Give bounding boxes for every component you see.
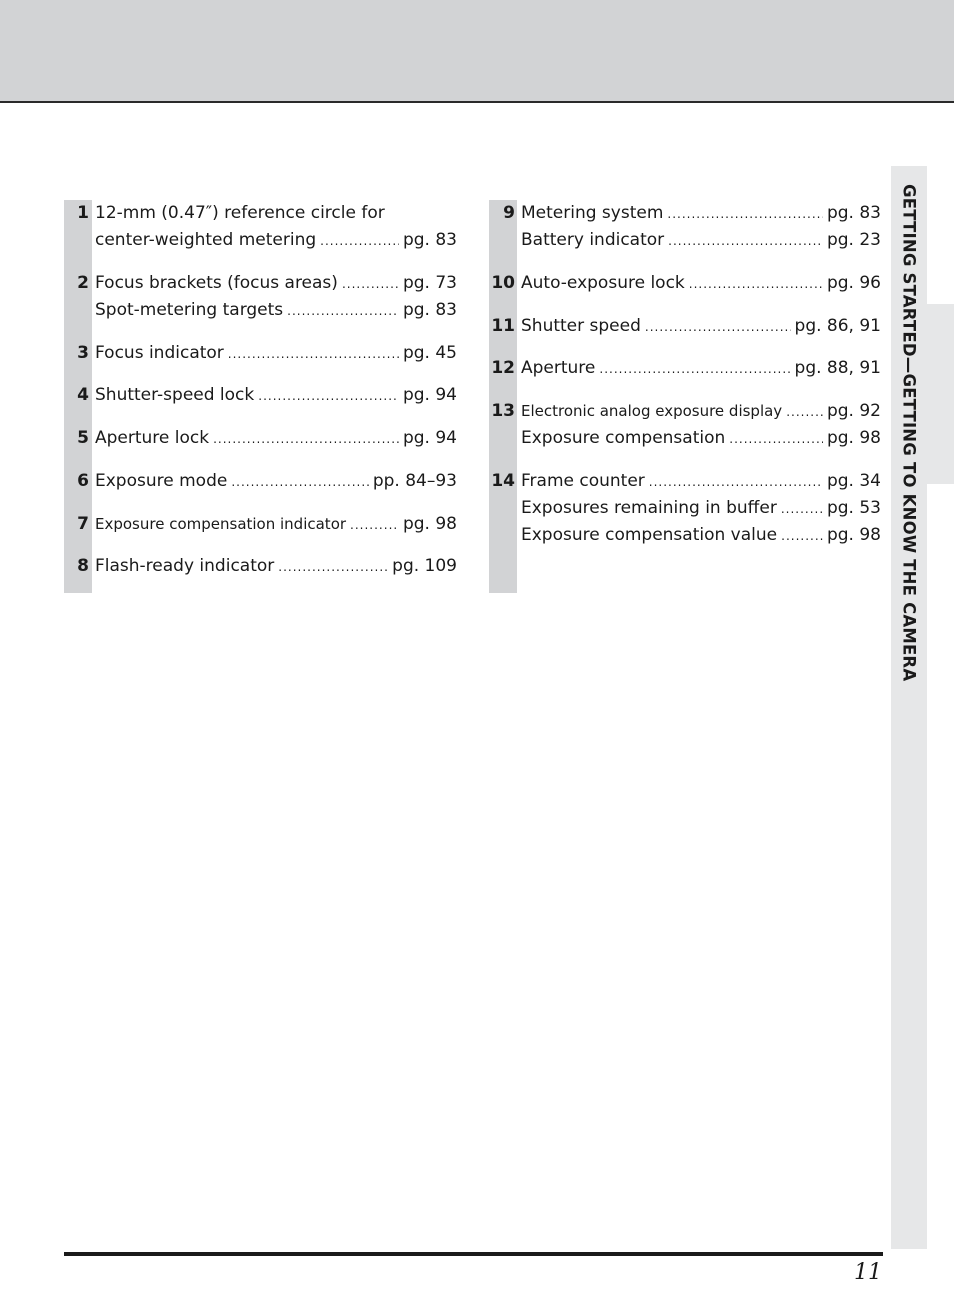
page-reference: pg. 34 — [826, 471, 881, 491]
entry-line — [95, 511, 457, 538]
entry-line — [95, 200, 457, 227]
entry-label: center-weighted metering — [95, 230, 317, 250]
entry-label: Metering system — [521, 203, 664, 223]
entry-line — [95, 382, 457, 409]
dot-leader — [231, 469, 369, 496]
entry-number: 3 — [77, 343, 89, 363]
entry-line — [521, 468, 881, 495]
page-reference: pg. 83 — [402, 230, 457, 250]
entry-label: Exposure compensation — [521, 428, 726, 448]
dot-leader — [649, 469, 823, 496]
dot-leader — [287, 298, 399, 325]
page-reference: pp. 84–93 — [372, 471, 457, 491]
entry-label: Spot-metering targets — [95, 300, 284, 320]
entry-number: 6 — [77, 471, 89, 491]
entry-label: Flash-ready indicator — [95, 556, 275, 576]
entry-line — [95, 297, 457, 324]
dot-leader — [645, 314, 791, 341]
entry-number: 11 — [491, 316, 515, 336]
dot-leader — [320, 228, 399, 255]
footer-rule — [64, 1252, 883, 1256]
chapter-tab-label: GETTING STARTED—GETTING TO KNOW THE CAMERA — [899, 184, 919, 682]
entry-label: Aperture lock — [95, 428, 210, 448]
page-reference: pg. 96 — [826, 273, 881, 293]
entry-line — [521, 495, 881, 522]
entry-line — [521, 313, 881, 340]
dot-leader — [668, 228, 823, 255]
entry-label: Battery indicator — [521, 230, 665, 250]
page-reference: pg. 86, 91 — [794, 316, 881, 336]
legend-column-right — [489, 200, 883, 593]
entry-line — [521, 227, 881, 254]
page-reference: pg. 94 — [402, 385, 457, 405]
dot-leader — [342, 271, 399, 298]
page-reference: pg. 98 — [402, 514, 457, 534]
page-number: 11 — [854, 1260, 882, 1285]
entry-line — [95, 270, 457, 297]
page-reference: pg. 53 — [826, 498, 881, 518]
entry-line — [521, 398, 881, 425]
page-reference: pg. 45 — [402, 343, 457, 363]
entry-line — [95, 468, 457, 495]
entry-number: 1 — [77, 203, 89, 223]
dot-leader — [689, 271, 823, 298]
entry-label: Electronic analog exposure display — [521, 402, 783, 420]
entry-number: 4 — [77, 385, 89, 405]
entry-number: 14 — [491, 471, 515, 491]
entry-line — [95, 553, 457, 580]
entry-line — [95, 425, 457, 452]
entry-number: 2 — [77, 273, 89, 293]
dot-leader — [729, 426, 823, 453]
entry-number: 7 — [77, 514, 89, 534]
page-reference: pg. 83 — [826, 203, 881, 223]
entry-line — [95, 227, 457, 254]
page-reference: pg. 92 — [826, 401, 881, 421]
entry-label: 12-mm (0.47″) reference circle for — [95, 203, 385, 223]
entry-line — [521, 425, 881, 452]
number-bar — [489, 200, 517, 593]
entry-label: Shutter speed — [521, 316, 641, 336]
entry-label: Shutter-speed lock — [95, 385, 255, 405]
entry-label: Focus brackets (focus areas) — [95, 273, 338, 293]
dot-leader — [781, 523, 823, 550]
legend-column-left — [64, 200, 458, 593]
dot-leader — [228, 341, 399, 368]
entry-label: Focus indicator — [95, 343, 224, 363]
entry-label: Frame counter — [521, 471, 645, 491]
page-reference: pg. 109 — [392, 556, 457, 576]
entry-label: Exposure compensation indicator — [95, 515, 347, 533]
chapter-tab-marker — [927, 304, 954, 484]
entry-line — [95, 340, 457, 367]
entry-line — [521, 200, 881, 227]
page-reference: pg. 98 — [826, 525, 881, 545]
dot-leader — [781, 496, 823, 523]
entry-line — [521, 522, 881, 549]
entry-line — [521, 270, 881, 297]
entry-label: Exposure compensation value — [521, 525, 778, 545]
page-reference: pg. 88, 91 — [794, 358, 881, 378]
entry-label: Exposure mode — [95, 471, 228, 491]
dot-leader — [278, 554, 388, 581]
entry-number: 10 — [491, 273, 515, 293]
dot-leader — [258, 383, 399, 410]
entry-number: 13 — [491, 401, 515, 421]
entry-line — [521, 355, 881, 382]
dot-leader — [667, 201, 823, 228]
page-reference: pg. 94 — [402, 428, 457, 448]
entry-label: Aperture — [521, 358, 596, 378]
entry-number: 12 — [491, 358, 515, 378]
dot-leader — [599, 356, 790, 383]
header-band — [0, 0, 954, 103]
entry-number: 5 — [77, 428, 89, 448]
entry-number: 8 — [77, 556, 89, 576]
entry-label: Auto-exposure lock — [521, 273, 685, 293]
page-reference: pg. 23 — [826, 230, 881, 250]
page-reference: pg. 98 — [826, 428, 881, 448]
dot-leader — [786, 399, 823, 426]
dot-leader — [350, 512, 399, 539]
page-reference: pg. 83 — [402, 300, 457, 320]
page-reference: pg. 73 — [402, 273, 457, 293]
dot-leader — [213, 426, 399, 453]
entry-number: 9 — [503, 203, 515, 223]
entry-label: Exposures remaining in buffer — [521, 498, 777, 518]
